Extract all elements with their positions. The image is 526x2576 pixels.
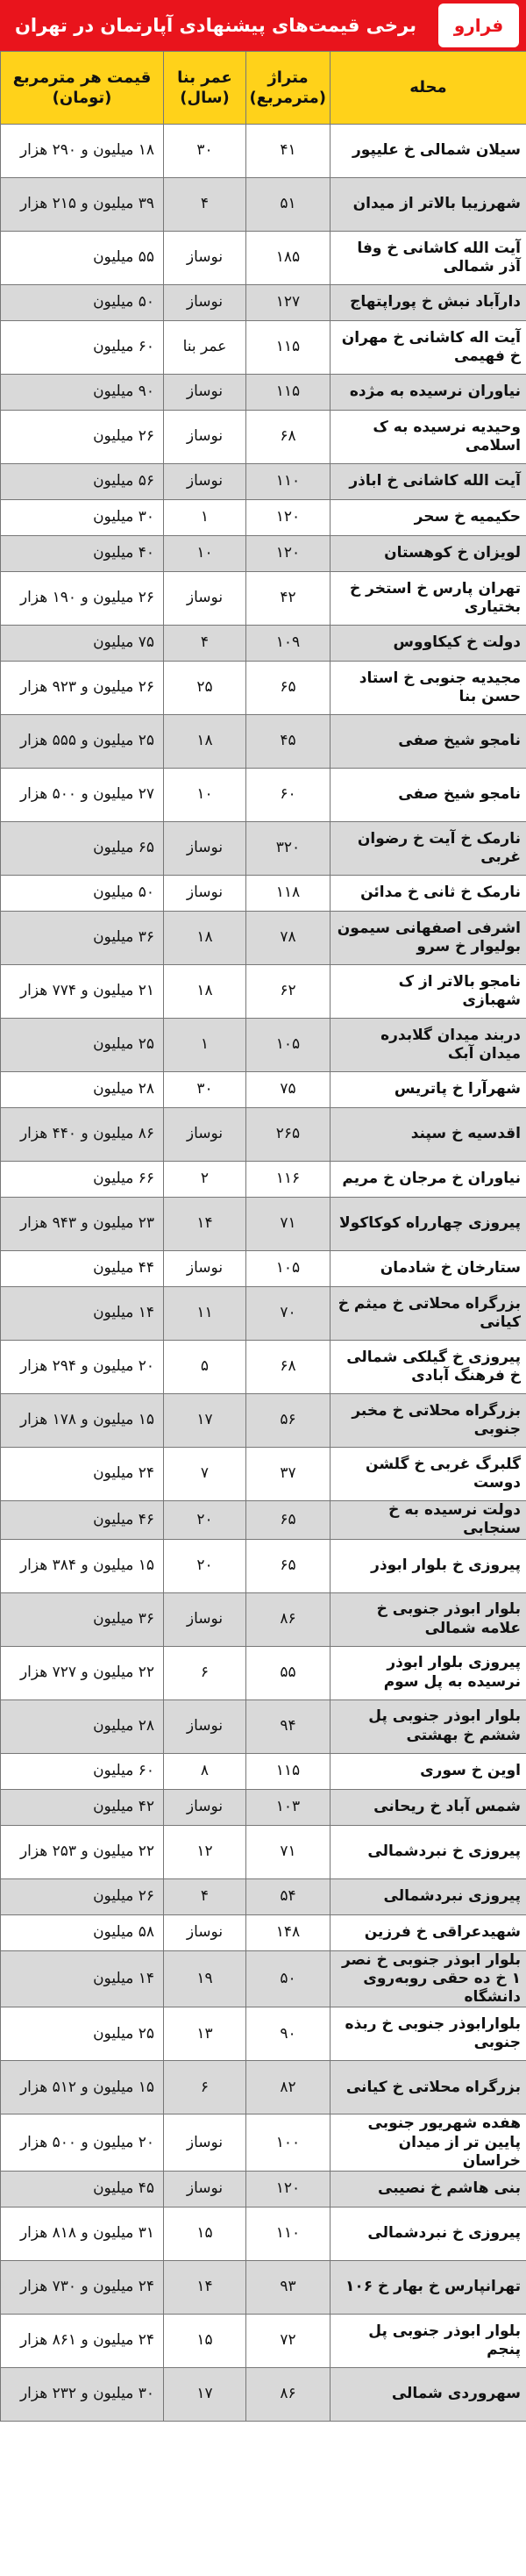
cell-location: شهرزیبا بالاتر از میدان bbox=[331, 178, 526, 232]
cell-age: ۵ bbox=[164, 1341, 246, 1394]
cell-location: ستارخان خ شادمان bbox=[331, 1251, 526, 1287]
cell-location: هفده شهریور جنوبی پایین تر از میدان خراسان bbox=[331, 2114, 526, 2172]
price-table bbox=[0, 51, 526, 2422]
table-row bbox=[1, 2315, 526, 2368]
cell-price: ۹۰ میلیون bbox=[1, 375, 164, 411]
cell-price: ۷۵ میلیون bbox=[1, 626, 164, 662]
table-row bbox=[1, 1448, 526, 1501]
page-title: برخی قیمت‌های پیشنهادی آپارتمان در تهران bbox=[14, 15, 416, 36]
cell-age: ۱۸ bbox=[164, 912, 246, 965]
cell-price: ۲۲ میلیون و ۲۵۳ هزار bbox=[1, 1825, 164, 1878]
table-body bbox=[1, 125, 526, 2422]
cell-price: ۶۶ میلیون bbox=[1, 1162, 164, 1198]
cell-location: حکیمیه خ سحر bbox=[331, 500, 526, 536]
table-row bbox=[1, 1539, 526, 1592]
cell-location: آیت الله کاشانی خ اباذر bbox=[331, 464, 526, 500]
cell-age: عمر بنا bbox=[164, 321, 246, 375]
cell-location: دربند میدان گلابدره میدان آبک bbox=[331, 1019, 526, 1072]
table-row bbox=[1, 285, 526, 321]
table-row bbox=[1, 965, 526, 1019]
table-row bbox=[1, 1789, 526, 1825]
cell-age: ۲۰ bbox=[164, 1501, 246, 1540]
cell-area: ۶۸ bbox=[246, 411, 331, 464]
cell-price: ۲۰ میلیون و ۵۰۰ هزار bbox=[1, 2114, 164, 2172]
cell-age: نوساز bbox=[164, 2114, 246, 2172]
cell-area: ۹۳ bbox=[246, 2261, 331, 2315]
cell-price: ۲۶ میلیون bbox=[1, 411, 164, 464]
column-header-age: عمر بنا (سال) bbox=[164, 52, 246, 125]
cell-price: ۵۰ میلیون bbox=[1, 876, 164, 912]
table-row bbox=[1, 2261, 526, 2315]
table-row bbox=[1, 321, 526, 375]
cell-area: ۷۸ bbox=[246, 912, 331, 965]
cell-price: ۱۸ میلیون و ۲۹۰ هزار bbox=[1, 125, 164, 178]
table-row bbox=[1, 1592, 526, 1646]
cell-age: نوساز bbox=[164, 1108, 246, 1162]
table-row bbox=[1, 769, 526, 822]
cell-age: ۲۰ bbox=[164, 1539, 246, 1592]
cell-price: ۶۰ میلیون bbox=[1, 321, 164, 375]
cell-location: نامجو شیخ صفی bbox=[331, 769, 526, 822]
cell-location: اوین خ سوری bbox=[331, 1753, 526, 1789]
cell-price: ۳۰ میلیون bbox=[1, 500, 164, 536]
cell-area: ۱۴۸ bbox=[246, 1914, 331, 1950]
cell-age: ۱۷ bbox=[164, 1394, 246, 1448]
table-row bbox=[1, 1753, 526, 1789]
cell-price: ۴۴ میلیون bbox=[1, 1251, 164, 1287]
cell-age: ۲ bbox=[164, 1162, 246, 1198]
cell-area: ۴۱ bbox=[246, 125, 331, 178]
cell-location: تهرانپارس خ بهار خ ۱۰۶ bbox=[331, 2261, 526, 2315]
cell-age: ۳۰ bbox=[164, 1072, 246, 1108]
cell-area: ۶۰ bbox=[246, 769, 331, 822]
table-row bbox=[1, 1162, 526, 1198]
cell-location: سهروردی شمالی bbox=[331, 2368, 526, 2422]
cell-area: ۱۰۹ bbox=[246, 626, 331, 662]
cell-area: ۵۵ bbox=[246, 1646, 331, 1699]
cell-area: ۱۲۰ bbox=[246, 2172, 331, 2207]
cell-location: شمس آباد خ ریحانی bbox=[331, 1789, 526, 1825]
cell-location: شهرآرا خ پاتریس bbox=[331, 1072, 526, 1108]
cell-area: ۱۱۰ bbox=[246, 464, 331, 500]
cell-area: ۶۵ bbox=[246, 662, 331, 715]
table-row bbox=[1, 822, 526, 876]
cell-price: ۳۹ میلیون و ۲۱۵ هزار bbox=[1, 178, 164, 232]
cell-location: پیروزی چهارراه کوکاکولا bbox=[331, 1198, 526, 1251]
cell-location: نامجو بالاتر از ک شهبازی bbox=[331, 965, 526, 1019]
cell-price: ۲۸ میلیون bbox=[1, 1699, 164, 1753]
cell-location: بنی هاشم خ نصیبی bbox=[331, 2172, 526, 2207]
table-row bbox=[1, 662, 526, 715]
brand-logo-text: فرارو bbox=[453, 15, 504, 36]
cell-location: بزرگراه محلاتی خ کیانی bbox=[331, 2061, 526, 2114]
cell-price: ۲۱ میلیون و ۷۷۴ هزار bbox=[1, 965, 164, 1019]
cell-price: ۲۶ میلیون و ۱۹۰ هزار bbox=[1, 572, 164, 626]
table-row bbox=[1, 1251, 526, 1287]
cell-location: لویزان خ کوهستان bbox=[331, 536, 526, 572]
cell-age: ۱ bbox=[164, 500, 246, 536]
cell-age: نوساز bbox=[164, 285, 246, 321]
cell-price: ۵۰ میلیون bbox=[1, 285, 164, 321]
cell-age: ۱۰ bbox=[164, 769, 246, 822]
cell-price: ۲۶ میلیون و ۹۲۳ هزار bbox=[1, 662, 164, 715]
cell-location: بلوار ابوذر جنوبی خ نصر ۱ خ ده حقی روبه‌روی دانشگاه bbox=[331, 1950, 526, 2007]
table-row bbox=[1, 876, 526, 912]
cell-age: ۱۳ bbox=[164, 2007, 246, 2061]
cell-location: بزرگراه محلاتی خ میثم خ کیانی bbox=[331, 1287, 526, 1341]
table-row bbox=[1, 1914, 526, 1950]
table-row bbox=[1, 1825, 526, 1878]
table-row bbox=[1, 626, 526, 662]
cell-location: پیروزی بلوار ابوذر نرسیده به پل سوم bbox=[331, 1646, 526, 1699]
cell-price: ۵۸ میلیون bbox=[1, 1914, 164, 1950]
cell-age: ۱۸ bbox=[164, 715, 246, 769]
cell-age: ۱۴ bbox=[164, 2261, 246, 2315]
cell-age: نوساز bbox=[164, 375, 246, 411]
cell-area: ۳۲۰ bbox=[246, 822, 331, 876]
cell-price: ۳۰ میلیون و ۲۳۲ هزار bbox=[1, 2368, 164, 2422]
cell-age: ۶ bbox=[164, 1646, 246, 1699]
cell-area: ۸۲ bbox=[246, 2061, 331, 2114]
table-row bbox=[1, 1950, 526, 2007]
cell-price: ۱۵ میلیون و ۱۷۸ هزار bbox=[1, 1394, 164, 1448]
cell-area: ۸۶ bbox=[246, 2368, 331, 2422]
cell-location: بلوار ابوذر جنوبی پل ششم خ بهشتی bbox=[331, 1699, 526, 1753]
table-row bbox=[1, 232, 526, 285]
table-row bbox=[1, 1501, 526, 1540]
table-row bbox=[1, 1198, 526, 1251]
table-row bbox=[1, 536, 526, 572]
cell-location: نارمک خ ثانی خ مدائن bbox=[331, 876, 526, 912]
cell-age: نوساز bbox=[164, 1251, 246, 1287]
cell-age: ۱۱ bbox=[164, 1287, 246, 1341]
cell-area: ۷۲ bbox=[246, 2315, 331, 2368]
cell-price: ۶۵ میلیون bbox=[1, 822, 164, 876]
cell-area: ۱۱۰ bbox=[246, 2207, 331, 2261]
cell-area: ۲۶۵ bbox=[246, 1108, 331, 1162]
table-row bbox=[1, 464, 526, 500]
cell-age: ۱ bbox=[164, 1019, 246, 1072]
cell-age: نوساز bbox=[164, 464, 246, 500]
cell-price: ۲۵ میلیون و ۵۵۵ هزار bbox=[1, 715, 164, 769]
cell-age: نوساز bbox=[164, 876, 246, 912]
cell-area: ۹۰ bbox=[246, 2007, 331, 2061]
cell-price: ۲۴ میلیون و ۷۳۰ هزار bbox=[1, 2261, 164, 2315]
cell-age: نوساز bbox=[164, 1699, 246, 1753]
title-bar bbox=[0, 0, 526, 51]
cell-price: ۲۵ میلیون bbox=[1, 1019, 164, 1072]
cell-age: ۲۵ bbox=[164, 662, 246, 715]
cell-price: ۱۵ میلیون و ۵۱۲ هزار bbox=[1, 2061, 164, 2114]
cell-price: ۲۴ میلیون و ۸۶۱ هزار bbox=[1, 2315, 164, 2368]
cell-location: نیاوران خ مرجان خ مریم bbox=[331, 1162, 526, 1198]
cell-price: ۲۰ میلیون و ۲۹۴ هزار bbox=[1, 1341, 164, 1394]
cell-area: ۷۱ bbox=[246, 1825, 331, 1878]
cell-area: ۶۵ bbox=[246, 1501, 331, 1540]
cell-price: ۴۰ میلیون bbox=[1, 536, 164, 572]
table-row bbox=[1, 1878, 526, 1914]
cell-location: مجیدیه جنوبی خ استاد حسن بنا bbox=[331, 662, 526, 715]
cell-area: ۷۱ bbox=[246, 1198, 331, 1251]
cell-price: ۸۶ میلیون و ۴۴۰ هزار bbox=[1, 1108, 164, 1162]
table-row bbox=[1, 572, 526, 626]
table-row bbox=[1, 1019, 526, 1072]
table-row bbox=[1, 715, 526, 769]
cell-age: ۴ bbox=[164, 626, 246, 662]
cell-price: ۱۵ میلیون و ۳۸۴ هزار bbox=[1, 1539, 164, 1592]
cell-area: ۱۰۳ bbox=[246, 1789, 331, 1825]
table-row bbox=[1, 2207, 526, 2261]
cell-area: ۶۵ bbox=[246, 1539, 331, 1592]
cell-price: ۲۷ میلیون و ۵۰۰ هزار bbox=[1, 769, 164, 822]
table-row bbox=[1, 1646, 526, 1699]
cell-location: شهیدعراقی خ فرزین bbox=[331, 1914, 526, 1950]
cell-age: ۴ bbox=[164, 178, 246, 232]
column-header-price: قیمت هر مترمربع (تومان) bbox=[1, 52, 164, 125]
cell-area: ۴۵ bbox=[246, 715, 331, 769]
cell-area: ۱۰۵ bbox=[246, 1019, 331, 1072]
cell-age: نوساز bbox=[164, 1592, 246, 1646]
cell-age: ۶ bbox=[164, 2061, 246, 2114]
table-row bbox=[1, 2114, 526, 2172]
cell-price: ۲۶ میلیون bbox=[1, 1878, 164, 1914]
cell-location: گلبرگ غربی خ گلشن دوست bbox=[331, 1448, 526, 1501]
cell-area: ۱۲۷ bbox=[246, 285, 331, 321]
cell-location: پیروزی نبردشمالی bbox=[331, 1878, 526, 1914]
column-header-location: محله bbox=[331, 52, 526, 125]
cell-age: ۱۹ bbox=[164, 1950, 246, 2007]
table-row bbox=[1, 411, 526, 464]
cell-location: دولت خ کیکاووس bbox=[331, 626, 526, 662]
cell-area: ۱۰۰ bbox=[246, 2114, 331, 2172]
cell-location: نیاوران نرسیده به مژده bbox=[331, 375, 526, 411]
table-header-row bbox=[1, 52, 526, 125]
cell-age: نوساز bbox=[164, 2172, 246, 2207]
cell-area: ۳۷ bbox=[246, 1448, 331, 1501]
cell-location: تهران پارس خ استخر خ بختیاری bbox=[331, 572, 526, 626]
cell-price: ۴۲ میلیون bbox=[1, 1789, 164, 1825]
cell-location: نامجو شیخ صفی bbox=[331, 715, 526, 769]
cell-age: ۱۷ bbox=[164, 2368, 246, 2422]
cell-age: ۴ bbox=[164, 1878, 246, 1914]
cell-location: دولت نرسیده به خ سنجابی bbox=[331, 1501, 526, 1540]
cell-location: بلوارابوذر جنوبی خ ربذه جنوبی bbox=[331, 2007, 526, 2061]
cell-area: ۶۲ bbox=[246, 965, 331, 1019]
cell-price: ۵۶ میلیون bbox=[1, 464, 164, 500]
cell-price: ۲۵ میلیون bbox=[1, 2007, 164, 2061]
cell-age: نوساز bbox=[164, 572, 246, 626]
cell-age: نوساز bbox=[164, 411, 246, 464]
cell-price: ۳۶ میلیون bbox=[1, 1592, 164, 1646]
cell-area: ۹۴ bbox=[246, 1699, 331, 1753]
table-row bbox=[1, 500, 526, 536]
cell-age: نوساز bbox=[164, 1914, 246, 1950]
cell-area: ۵۱ bbox=[246, 178, 331, 232]
cell-age: ۷ bbox=[164, 1448, 246, 1501]
cell-age: ۱۸ bbox=[164, 965, 246, 1019]
table-row bbox=[1, 2368, 526, 2422]
cell-area: ۵۴ bbox=[246, 1878, 331, 1914]
cell-location: نارمک خ آیت خ رضوان غربی bbox=[331, 822, 526, 876]
table-row bbox=[1, 375, 526, 411]
cell-area: ۷۰ bbox=[246, 1287, 331, 1341]
cell-price: ۱۴ میلیون bbox=[1, 1950, 164, 2007]
cell-price: ۳۱ میلیون و ۸۱۸ هزار bbox=[1, 2207, 164, 2261]
cell-area: ۱۸۵ bbox=[246, 232, 331, 285]
cell-area: ۵۶ bbox=[246, 1394, 331, 1448]
brand-logo bbox=[438, 4, 519, 47]
cell-price: ۲۴ میلیون bbox=[1, 1448, 164, 1501]
table-row bbox=[1, 2172, 526, 2207]
cell-price: ۱۴ میلیون bbox=[1, 1287, 164, 1341]
cell-location: پیروزی خ گیلکی شمالی خ فرهنگ آبادی bbox=[331, 1341, 526, 1394]
cell-age: نوساز bbox=[164, 1789, 246, 1825]
cell-location: بلوار ابوذر جنوبی خ علامه شمالی bbox=[331, 1592, 526, 1646]
table-row bbox=[1, 1394, 526, 1448]
cell-age: ۱۵ bbox=[164, 2207, 246, 2261]
cell-age: ۱۵ bbox=[164, 2315, 246, 2368]
cell-area: ۱۱۶ bbox=[246, 1162, 331, 1198]
cell-area: ۱۱۵ bbox=[246, 375, 331, 411]
cell-location: پیروزی خ نبردشمالی bbox=[331, 2207, 526, 2261]
cell-location: آیت الله کاشانی خ وفا آذر شمالی bbox=[331, 232, 526, 285]
cell-location: اقدسیه خ سپند bbox=[331, 1108, 526, 1162]
cell-location: اشرفی اصفهانی سیمون بولیوار خ سرو bbox=[331, 912, 526, 965]
table-row bbox=[1, 912, 526, 965]
table-row bbox=[1, 1341, 526, 1394]
cell-location: پیروزی خ بلوار ابوذر bbox=[331, 1539, 526, 1592]
cell-price: ۳۶ میلیون bbox=[1, 912, 164, 965]
cell-price: ۶۰ میلیون bbox=[1, 1753, 164, 1789]
cell-age: نوساز bbox=[164, 822, 246, 876]
cell-location: بزرگراه محلاتی خ مخبر جنوبی bbox=[331, 1394, 526, 1448]
cell-price: ۲۳ میلیون و ۹۴۳ هزار bbox=[1, 1198, 164, 1251]
column-header-area: متراژ (مترمربع) bbox=[246, 52, 331, 125]
cell-area: ۴۲ bbox=[246, 572, 331, 626]
cell-location: وحیدیه نرسیده به ک اسلامی bbox=[331, 411, 526, 464]
cell-age: ۸ bbox=[164, 1753, 246, 1789]
cell-price: ۴۵ میلیون bbox=[1, 2172, 164, 2207]
cell-area: ۶۸ bbox=[246, 1341, 331, 1394]
cell-area: ۱۱۸ bbox=[246, 876, 331, 912]
cell-area: ۱۰۵ bbox=[246, 1251, 331, 1287]
cell-location: پیروزی خ نبردشمالی bbox=[331, 1825, 526, 1878]
cell-area: ۸۶ bbox=[246, 1592, 331, 1646]
cell-area: ۱۱۵ bbox=[246, 1753, 331, 1789]
table-row bbox=[1, 1287, 526, 1341]
table-row bbox=[1, 125, 526, 178]
cell-age: ۱۰ bbox=[164, 536, 246, 572]
cell-area: ۵۰ bbox=[246, 1950, 331, 2007]
table-row bbox=[1, 2007, 526, 2061]
cell-age: نوساز bbox=[164, 232, 246, 285]
cell-age: ۱۲ bbox=[164, 1825, 246, 1878]
cell-age: ۱۴ bbox=[164, 1198, 246, 1251]
cell-location: آیت اله کاشانی خ مهران خ فهیمی bbox=[331, 321, 526, 375]
cell-area: ۱۱۵ bbox=[246, 321, 331, 375]
cell-price: ۵۵ میلیون bbox=[1, 232, 164, 285]
cell-area: ۱۲۰ bbox=[246, 500, 331, 536]
cell-location: سیلان شمالی خ علیپور bbox=[331, 125, 526, 178]
cell-area: ۱۲۰ bbox=[246, 536, 331, 572]
cell-area: ۷۵ bbox=[246, 1072, 331, 1108]
cell-location: بلوار ابوذر جنوبی پل پنجم bbox=[331, 2315, 526, 2368]
cell-price: ۲۸ میلیون bbox=[1, 1072, 164, 1108]
cell-age: ۳۰ bbox=[164, 125, 246, 178]
table-row bbox=[1, 1699, 526, 1753]
cell-price: ۲۲ میلیون و ۷۲۷ هزار bbox=[1, 1646, 164, 1699]
table-row bbox=[1, 1108, 526, 1162]
cell-location: دارآباد نبش خ پوراپتهاج bbox=[331, 285, 526, 321]
table-row bbox=[1, 178, 526, 232]
cell-price: ۴۶ میلیون bbox=[1, 1501, 164, 1540]
table-row bbox=[1, 2061, 526, 2114]
table-row bbox=[1, 1072, 526, 1108]
